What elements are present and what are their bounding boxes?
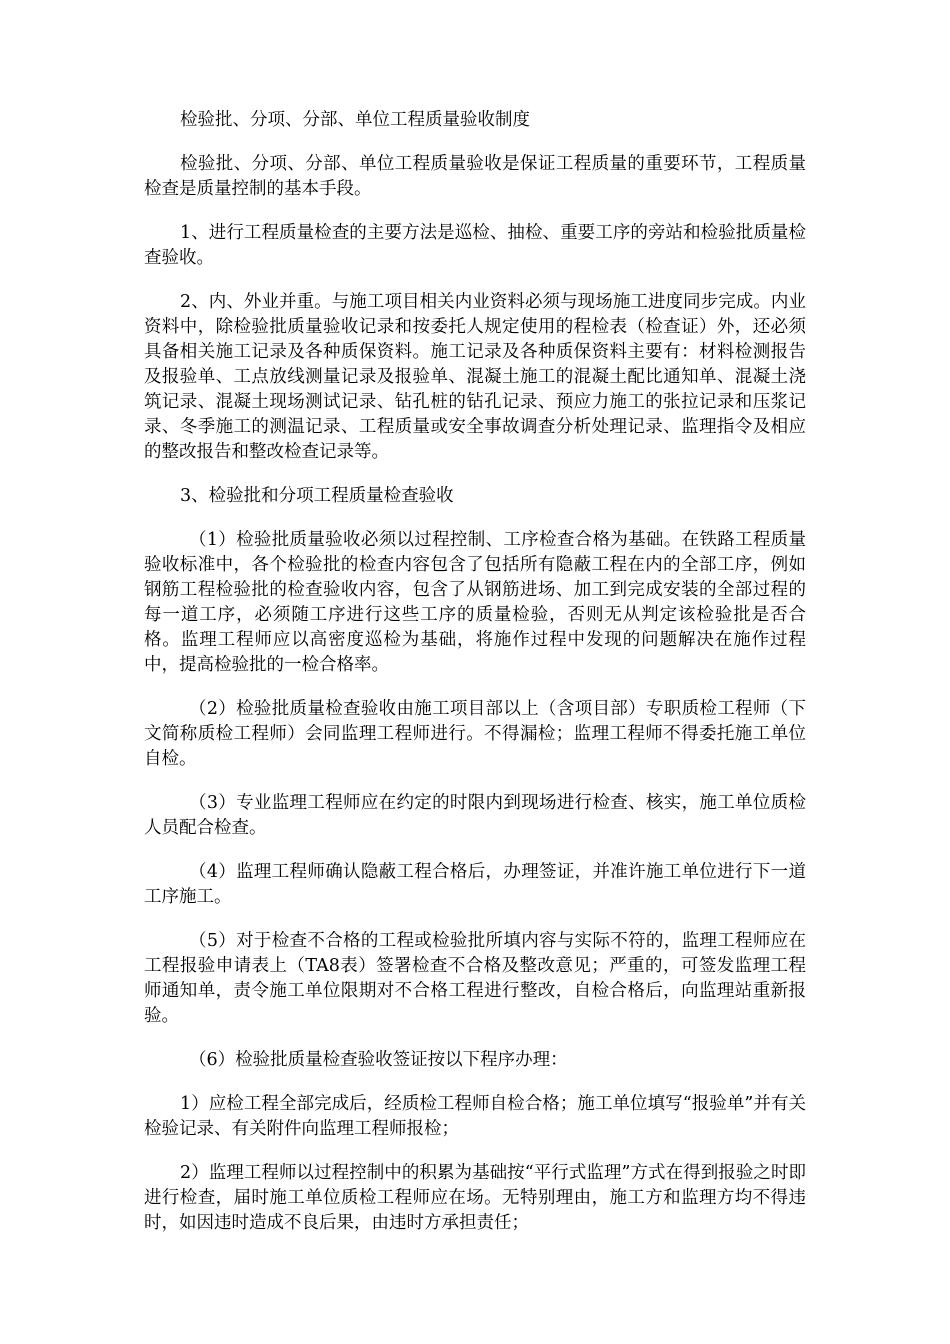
paragraph-intro: 检验批、分项、分部、单位工程质量验收是保证工程质量的重要环节，工程质量检查是质量控制的基本手段。 xyxy=(144,154,806,199)
paragraph-2: 2、内、外业并重。与施工项目相关内业资料必须与现场施工进度同步完成。内业资料中，除检验批质量验收记录和按委托人规定使用的程检表（检查证）外，还必须具备相关施工记录及各种质保资料。施工记录及各种质保资料主要有：材料检测报告及报验单、工点放线测量记录及报验单、混凝土施工的混凝土配比通知单、混凝土浇筑记录、混凝土现场测试记录、钻孔桩的钻孔记录、预应力施工的张拉记录和压浆记录、冬季施工的测温记录、工程质量或安全事故调查分析处理记录、监理指令及相应的整改报告和整改检查记录等。 xyxy=(144,292,806,462)
paragraph-3-3: （3）专业监理工程师应在约定的时限内到现场进行检查、核实，施工单位质检人员配合检查。 xyxy=(144,793,806,838)
document-page xyxy=(144,108,806,1255)
paragraph-3: 3、检验批和分项工程质量检查验收 xyxy=(180,486,454,506)
paragraph-step-1: 1）应检工程全部完成后，经质检工程师自检合格；施工单位填写“报验单”并有关检验记录、有关附件向监理工程师报检； xyxy=(144,1094,806,1139)
paragraph-3-2: （2）检验批质量检查验收由施工项目部以上（含项目部）专职质检工程师（下文简称质检工程师）会同监理工程师进行。不得漏检；监理工程师不得委托施工单位自检。 xyxy=(144,699,806,769)
paragraph-3-6: （6）检验批质量检查验收签证按以下程序办理： xyxy=(189,1050,568,1070)
paragraph-3-5: （5）对于检查不合格的工程或检验批所填内容与实际不符的，监理工程师应在工程报验申请表上（TA8表）签署检查不合格及整改意见；严重的，可签发监理工程师通知单，责令施工单位限期对不合格工程进行整改，自检合格后，向监理站重新报验。 xyxy=(144,931,806,1026)
paragraph-3-1: （1）检验批质量验收必须以过程控制、工序检查合格为基础。在铁路工程质量验收标准中，各个检验批的检查内容包含了包括所有隐蔽工程在内的全部工序，例如钢筋工程检验批的检查验收内容，包含了从钢筋进场、加工到完成安装的全部过程的每一道工序，必须随工序进行这些工序的质量检验，否则无从判定该检验批是否合格。监理工程师应以高密度巡检为基础，将施作过程中发现的问题解决在施作过程中，提高检验批的一检合格率。 xyxy=(144,530,806,675)
paragraph-1: 1、进行工程质量检查的主要方法是巡检、抽检、重要工序的旁站和检验批质量检查验收。 xyxy=(144,223,806,268)
paragraph-step-2: 2）监理工程师以过程控制中的积累为基础按“平行式监理”方式在得到报验之时即进行检查，届时施工单位质检工程师应在场。无特别理由，施工方和监理方均不得违时，如因违时造成不良后果，由违时方承担责任； xyxy=(144,1163,806,1233)
paragraph-3-4: （4）监理工程师确认隐蔽工程合格后，办理签证，并准许施工单位进行下一道工序施工。 xyxy=(144,862,806,907)
document-title: 检验批、分项、分部、单位工程质量验收制度 xyxy=(180,110,530,130)
